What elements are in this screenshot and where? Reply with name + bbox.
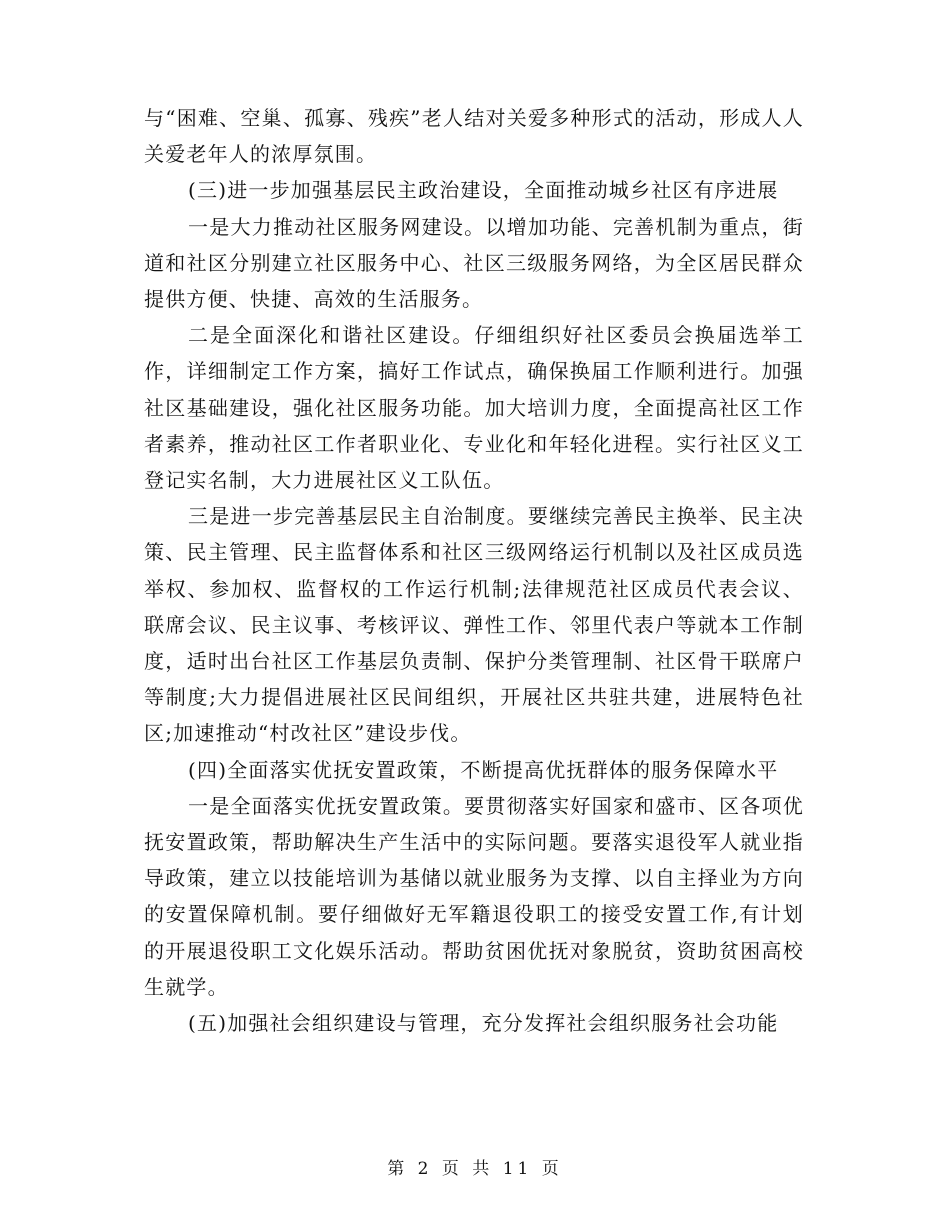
paragraph: 二是全面深化和谐社区建设。仔细组织好社区委员会换届选举工作，详细制定工作方案，搞好工作试点，确保换届工作顺利进行。加强社区基础建设，强化社区服务功能。加大培训力度，全面提高社区工作者素养，推动社区工作者职业化、专业化和年轻化进程。实行社区义工登记实名制，大力进展社区义工队伍。 bbox=[144, 323, 804, 493]
section-heading-4: (四)全面落实优抚安置政策，不断提高优抚群体的服务保障水平 bbox=[188, 757, 779, 782]
page-number-footer: 第 2 页 共 11 页 bbox=[387, 1159, 563, 1179]
document-body bbox=[144, 100, 804, 1041]
paragraph: 三是进一步完善基层民主自治制度。要继续完善民主换举、民主决策、民主管理、民主监督体系和社区三级网络运行机制以及社区成员选举权、参加权、监督权的工作运行机制;法律规范社区成员代表会议、联席会议、民主议事、考核评议、弹性工作、邻里代表户等就本工作制度，适时出台社区工作基层负责制、保护分类管理制、社区骨干联席户等制度;大力提倡进展社区民间组织，开展社区共驻共建，进展特色社区;加速推动“村改社区”建设步伐。 bbox=[144, 504, 804, 746]
paragraph: 一是全面落实优抚安置政策。要贯彻落实好国家和盛市、区各项优抚安置政策，帮助解决生产生活中的实际问题。要落实退役军人就业指导政策，建立以技能培训为基储以就业服务为支撑、以自主择业为方向的安置保障机制。要仔细做好无军籍退役职工的接受安置工作,有计划的开展退役职工文化娱乐活动。帮助贫困优抚对象脱贫，资助贫困高校生就学。 bbox=[144, 793, 804, 999]
paragraph: 一是大力推动社区服务网建设。以增加功能、完善机制为重点，街道和社区分别建立社区服务中心、社区三级服务网络，为全区居民群众提供方便、快捷、高效的生活服务。 bbox=[144, 214, 804, 312]
paragraph-continuation: 与“困难、空巢、孤寡、残疾”老人结对关爱多种形式的活动，形成人人关爱老年人的浓厚氛围。 bbox=[144, 106, 804, 167]
section-heading-3: (三)进一步加强基层民主政治建设，全面推动城乡社区有序进展 bbox=[188, 178, 779, 203]
section-heading-5: (五)加强社会组织建设与管理，充分发挥社会组织服务社会功能 bbox=[188, 1011, 779, 1036]
